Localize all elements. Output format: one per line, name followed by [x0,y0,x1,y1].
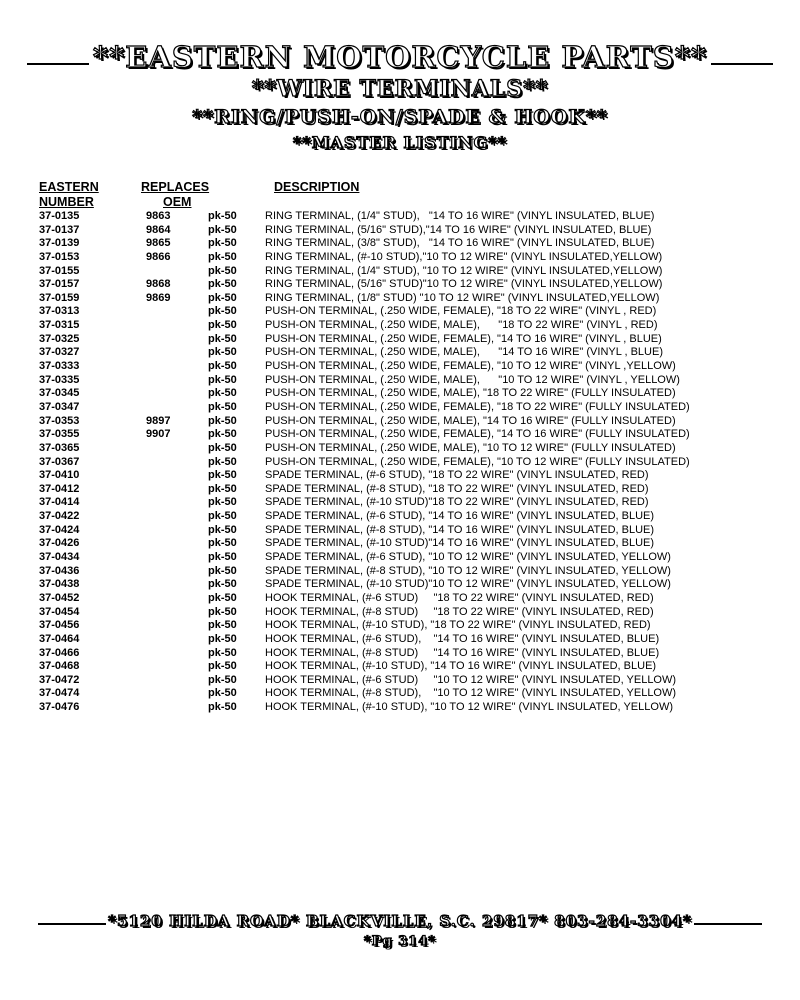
part-number: 37-0452 [39,591,80,604]
part-number: 37-0468 [39,660,80,673]
table-row [0,687,800,701]
description: HOOK TERMINAL, (#-6 STUD) "18 TO 22 WIRE" (VINYL INSULATED, RED) [265,591,654,604]
pack-qty: pk-50 [208,237,237,250]
part-number: 37-0325 [39,332,80,345]
footer-address: *5120 HILDA ROAD* BLACKVILLE, S.C. 29817* 803-284-3304* [108,912,692,930]
pack-qty: pk-50 [208,510,237,523]
pack-qty: pk-50 [208,673,237,686]
table-row [0,251,800,265]
part-number: 37-0474 [39,687,80,700]
oem-number: 9865 [146,237,171,250]
part-number: 37-0155 [39,264,80,277]
description: PUSH-ON TERMINAL, (.250 WIDE, MALE), "10 TO 12 WIRE" (FULLY INSULATED) [265,441,676,454]
pack-qty: pk-50 [208,441,237,454]
table-row [0,319,800,333]
pack-qty: pk-50 [208,414,237,427]
pack-qty: pk-50 [208,646,237,659]
description: SPADE TERMINAL, (#-10 STUD)"10 TO 12 WIRE" (VINYL INSULATED, YELLOW) [265,578,671,591]
description: PUSH-ON TERMINAL, (.250 WIDE, FEMALE), "14 TO 16 WIRE" (VINYL , BLUE) [265,332,662,345]
title-rule-right [711,63,773,65]
table-row [0,674,800,688]
part-number: 37-0327 [39,346,80,359]
table-row [0,346,800,360]
description: HOOK TERMINAL, (#-10 STUD), "18 TO 22 WIRE" (VINYL INSULATED, RED) [265,619,651,632]
table-row [0,592,800,606]
col-header-eastern: EASTERN [39,180,99,194]
table-row [0,415,800,429]
part-number: 37-0426 [39,537,80,550]
pack-qty: pk-50 [208,537,237,550]
pack-qty: pk-50 [208,250,237,263]
subtitle-2: **RING/PUSH-ON/SPADE & HOOK** [192,106,608,128]
table-row [0,278,800,292]
page-number: *Pg 314* [363,934,437,949]
pack-qty: pk-50 [208,305,237,318]
description: RING TERMINAL, (3/8" STUD), "14 TO 16 WIRE" (VINYL INSULATED, BLUE) [265,237,655,250]
table-row [0,237,800,251]
table-row [0,469,800,483]
description: RING TERMINAL, (5/16" STUD)"10 TO 12 WIRE" (VINYL INSULATED,YELLOW) [265,278,663,291]
pack-qty: pk-50 [208,578,237,591]
part-number: 37-0424 [39,523,80,536]
part-number: 37-0412 [39,482,80,495]
description: SPADE TERMINAL, (#-6 STUD), "10 TO 12 WIRE" (VINYL INSULATED, YELLOW) [265,551,671,564]
part-number: 37-0365 [39,441,80,454]
description: RING TERMINAL, (5/16" STUD),"14 TO 16 WIRE" (VINYL INSULATED, BLUE) [265,223,652,236]
col-header-description: DESCRIPTION [274,180,360,194]
subtitle-3: **MASTER LISTING** [292,133,508,152]
pack-qty: pk-50 [208,373,237,386]
pack-qty: pk-50 [208,400,237,413]
part-number: 37-0476 [39,701,80,714]
pack-qty: pk-50 [208,210,237,222]
table-row [0,647,800,661]
part-number: 37-0315 [39,319,80,332]
description: RING TERMINAL, (1/4" STUD), "10 TO 12 WIRE" (VINYL INSULATED,YELLOW) [265,264,663,277]
description: SPADE TERMINAL, (#-6 STUD), "14 TO 16 WIRE" (VINYL INSULATED, BLUE) [265,510,655,523]
page-title [0,40,800,74]
parts-table [0,210,800,715]
table-row [0,210,800,224]
table-row [0,619,800,633]
oem-number: 9897 [146,414,171,427]
pack-qty: pk-50 [208,701,237,714]
title-rule-left [27,63,89,65]
description: HOOK TERMINAL, (#-6 STUD), "14 TO 16 WIRE" (VINYL INSULATED, BLUE) [265,632,660,645]
title-text: **EASTERN MOTORCYCLE PARTS** [92,40,708,74]
pack-qty: pk-50 [208,332,237,345]
part-number: 37-0345 [39,387,80,400]
footer-address-line [0,912,800,930]
part-number: 37-0333 [39,360,80,373]
pack-qty: pk-50 [208,291,237,304]
pack-qty: pk-50 [208,346,237,359]
pack-qty: pk-50 [208,551,237,564]
table-row [0,510,800,524]
description: PUSH-ON TERMINAL, (.250 WIDE, FEMALE), "14 TO 16 WIRE" (FULLY INSULATED) [265,428,690,441]
description: HOOK TERMINAL, (#-8 STUD) "18 TO 22 WIRE" (VINYL INSULATED, RED) [265,605,654,618]
oem-number: 9864 [146,223,171,236]
part-number: 37-0414 [39,496,80,509]
part-number: 37-0456 [39,619,80,632]
pack-qty: pk-50 [208,523,237,536]
description: HOOK TERMINAL, (#-10 STUD), "10 TO 12 WIRE" (VINYL INSULATED, YELLOW) [265,701,673,714]
pack-qty: pk-50 [208,264,237,277]
description: PUSH-ON TERMINAL, (.250 WIDE, MALE), "18 TO 22 WIRE" (VINYL , RED) [265,319,658,332]
pack-qty: pk-50 [208,564,237,577]
table-row [0,496,800,510]
footer-rule-right [694,923,762,925]
description: PUSH-ON TERMINAL, (.250 WIDE, MALE), "14 TO 16 WIRE" (FULLY INSULATED) [265,414,676,427]
oem-number: 9866 [146,250,171,263]
pack-qty: pk-50 [208,223,237,236]
part-number: 37-0355 [39,428,80,441]
table-row [0,578,800,592]
description: PUSH-ON TERMINAL, (.250 WIDE, MALE), "14 TO 16 WIRE" (VINYL , BLUE) [265,346,663,359]
pack-qty: pk-50 [208,632,237,645]
col-header-oem: OEM [163,195,192,209]
part-number: 37-0313 [39,305,80,318]
description: HOOK TERMINAL, (#-10 STUD), "14 TO 16 WIRE" (VINYL INSULATED, BLUE) [265,660,657,673]
table-row [0,428,800,442]
part-number: 37-0157 [39,278,80,291]
subtitle: **WIRE TERMINALS** [251,76,549,102]
pack-qty: pk-50 [208,660,237,673]
table-row [0,606,800,620]
pack-qty: pk-50 [208,428,237,441]
oem-number: 9868 [146,278,171,291]
table-row [0,442,800,456]
part-number: 37-0438 [39,578,80,591]
part-number: 37-0159 [39,291,80,304]
table-row [0,292,800,306]
part-number: 37-0139 [39,237,80,250]
table-row [0,374,800,388]
part-number: 37-0464 [39,632,80,645]
description: RING TERMINAL, (#-10 STUD),"10 TO 12 WIRE" (VINYL INSULATED,YELLOW) [265,250,663,263]
part-number: 37-0153 [39,250,80,263]
description: SPADE TERMINAL, (#-6 STUD), "18 TO 22 WIRE" (VINYL INSULATED, RED) [265,469,649,482]
description: PUSH-ON TERMINAL, (.250 WIDE, MALE), "18 TO 22 WIRE" (FULLY INSULATED) [265,387,676,400]
description: SPADE TERMINAL, (#-8 STUD), "10 TO 12 WIRE" (VINYL INSULATED, YELLOW) [265,564,671,577]
footer-rule-left [38,923,106,925]
part-number: 37-0347 [39,400,80,413]
oem-number: 9863 [146,210,171,222]
pack-qty: pk-50 [208,496,237,509]
pack-qty: pk-50 [208,591,237,604]
part-number: 37-0422 [39,510,80,523]
table-row [0,387,800,401]
description: HOOK TERMINAL, (#-8 STUD), "10 TO 12 WIRE" (VINYL INSULATED, YELLOW) [265,687,677,700]
description: HOOK TERMINAL, (#-6 STUD) "10 TO 12 WIRE" (VINYL INSULATED, YELLOW) [265,673,677,686]
pack-qty: pk-50 [208,687,237,700]
pack-qty: pk-50 [208,619,237,632]
col-header-number: NUMBER [39,195,94,209]
table-row [0,401,800,415]
description: SPADE TERMINAL, (#-8 STUD), "18 TO 22 WIRE" (VINYL INSULATED, RED) [265,482,649,495]
part-number: 37-0135 [39,210,80,222]
table-row [0,551,800,565]
description: PUSH-ON TERMINAL, (.250 WIDE, FEMALE), "10 TO 12 WIRE" (VINYL ,YELLOW) [265,360,676,373]
table-row [0,360,800,374]
table-row [0,660,800,674]
col-header-replaces: REPLACES [141,180,210,194]
table-row [0,224,800,238]
table-row [0,701,800,715]
description: SPADE TERMINAL, (#-8 STUD), "14 TO 16 WIRE" (VINYL INSULATED, BLUE) [265,523,655,536]
part-number: 37-0410 [39,469,80,482]
description: SPADE TERMINAL, (#-10 STUD)"18 TO 22 WIRE" (VINYL INSULATED, RED) [265,496,649,509]
pack-qty: pk-50 [208,360,237,373]
oem-number: 9869 [146,291,171,304]
table-row [0,265,800,279]
pack-qty: pk-50 [208,605,237,618]
table-row [0,456,800,470]
pack-qty: pk-50 [208,319,237,332]
pack-qty: pk-50 [208,387,237,400]
table-row [0,524,800,538]
part-number: 37-0137 [39,223,80,236]
description: SPADE TERMINAL, (#-10 STUD)"14 TO 16 WIRE" (VINYL INSULATED, BLUE) [265,537,655,550]
part-number: 37-0454 [39,605,80,618]
pack-qty: pk-50 [208,469,237,482]
table-row [0,633,800,647]
part-number: 37-0353 [39,414,80,427]
description: PUSH-ON TERMINAL, (.250 WIDE, FEMALE), "18 TO 22 WIRE" (FULLY INSULATED) [265,400,690,413]
table-row [0,483,800,497]
description: PUSH-ON TERMINAL, (.250 WIDE, FEMALE), "10 TO 12 WIRE" (FULLY INSULATED) [265,455,690,468]
table-row [0,565,800,579]
description: PUSH-ON TERMINAL, (.250 WIDE, FEMALE), "18 TO 22 WIRE" (VINYL , RED) [265,305,657,318]
pack-qty: pk-50 [208,482,237,495]
part-number: 37-0367 [39,455,80,468]
part-number: 37-0466 [39,646,80,659]
part-number: 37-0335 [39,373,80,386]
description: RING TERMINAL, (1/4" STUD), "14 TO 16 WIRE" (VINYL INSULATED, BLUE) [265,210,655,222]
part-number: 37-0434 [39,551,80,564]
description: PUSH-ON TERMINAL, (.250 WIDE, MALE), "10 TO 12 WIRE" (VINYL , YELLOW) [265,373,680,386]
part-number: 37-0436 [39,564,80,577]
description: RING TERMINAL, (1/8" STUD) "10 TO 12 WIRE" (VINYL INSULATED,YELLOW) [265,291,660,304]
pack-qty: pk-50 [208,278,237,291]
oem-number: 9907 [146,428,171,441]
table-row [0,537,800,551]
pack-qty: pk-50 [208,455,237,468]
description: HOOK TERMINAL, (#-8 STUD) "14 TO 16 WIRE" (VINYL INSULATED, BLUE) [265,646,660,659]
table-row [0,333,800,347]
table-row [0,305,800,319]
part-number: 37-0472 [39,673,80,686]
